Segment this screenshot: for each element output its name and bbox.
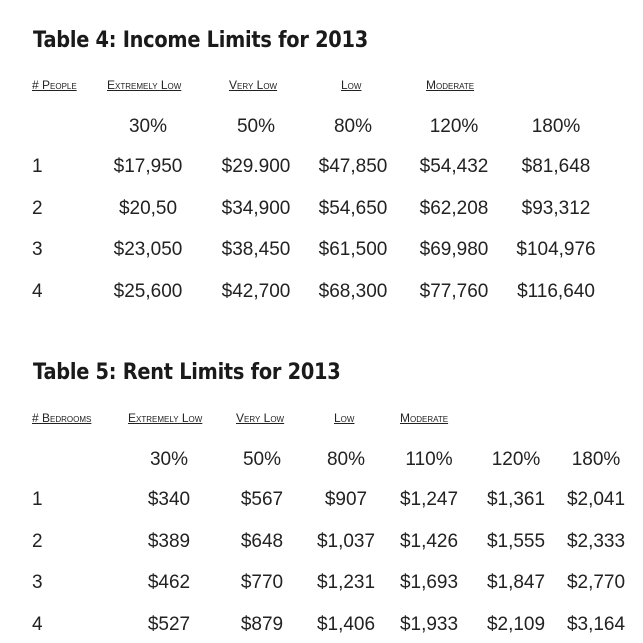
table5-cell: $1,406 [316,614,376,635]
table4-cell: $77,760 [419,281,489,302]
table5-cell: $1,361 [486,489,546,510]
table5-cell: $2,333 [566,531,626,552]
table5-cell: $3,164 [566,614,626,635]
table5-cell: $1,555 [486,531,546,552]
table5-cell: $1,037 [316,531,376,552]
table4-row-label: 3 [32,239,43,260]
table5-cell: $1,847 [486,572,546,593]
table4-cell: $47,850 [318,156,388,177]
table4-cell: $38,450 [221,239,291,260]
table5-cell: $907 [324,489,368,510]
table4-cell: $61,500 [318,239,388,260]
table5-row-label: 4 [32,614,43,635]
table5-header-bedrooms: # Bedrooms [32,411,92,425]
table4-row-label: 2 [32,198,43,219]
table5-cell: $879 [240,614,284,635]
table5-row-label: 1 [32,489,43,510]
table5-percent: 50% [242,449,282,470]
table4-cell: $54,650 [318,198,388,219]
table5-cell: $1,933 [399,614,459,635]
table5-percent: 30% [149,449,189,470]
table4-header-low: Low [341,78,362,92]
table5-cell: $2,041 [566,489,626,510]
table4-cell: $62,208 [419,198,489,219]
table4-percent: 80% [333,116,373,137]
table4-header-extremely-low: Extremely Low [107,78,182,92]
table4-cell: $29.900 [221,156,291,177]
table5-cell: $1,693 [399,572,459,593]
table4-cell: $104,976 [516,239,596,260]
table4-cell: $25,600 [113,281,183,302]
table4-percent: 120% [429,116,479,137]
table5-header-low: Low [334,411,355,425]
table4-percent: 50% [236,116,276,137]
table4-cell: $34,900 [221,198,291,219]
table5-percent: 80% [326,449,366,470]
table4-header-very-low: Very Low [229,78,278,92]
table5-row-label: 3 [32,572,43,593]
table5-cell: $770 [240,572,284,593]
table5-cell: $462 [147,572,191,593]
table4-cell: $116,640 [517,281,595,302]
table5-cell: $1,426 [399,531,459,552]
table5-cell: $1,247 [399,489,459,510]
table4-header-moderate: Moderate [426,78,475,92]
table4-cell: $68,300 [318,281,388,302]
table5-header-extremely-low: Extremely Low [128,411,203,425]
table4-cell: $69,980 [419,239,489,260]
table5-title: Table 5: Rent Limits for 2013 [33,360,341,385]
table5-header-moderate: Moderate [400,411,449,425]
table5-cell: $340 [147,489,191,510]
table4-row-label: 4 [32,281,43,302]
table5-row-label: 2 [32,531,43,552]
table5-percent: 180% [571,449,621,470]
table4-cell: $93,312 [521,198,591,219]
table4-percent: 30% [128,116,168,137]
table4-header-people: # People [32,78,77,92]
table4-row-label: 1 [32,156,43,177]
table5-cell: $2,770 [566,572,626,593]
table4-cell: $54,432 [419,156,489,177]
table4-cell: $42,700 [221,281,291,302]
table5-percent: 110% [405,449,453,470]
table5-header-very-low: Very Low [236,411,285,425]
table4-title: Table 4: Income Limits for 2013 [33,28,368,53]
table5-cell: $527 [147,614,191,635]
table4-cell: $17,950 [113,156,183,177]
table4-cell: $81,648 [521,156,591,177]
table4-cell: $20,50 [118,198,178,219]
table5-cell: $648 [240,531,284,552]
table5-cell: $1,231 [316,572,376,593]
table5-cell: $389 [147,531,191,552]
table5-cell: $2,109 [486,614,546,635]
table4-percent: 180% [531,116,581,137]
table5-percent: 120% [491,449,541,470]
table4-cell: $23,050 [113,239,183,260]
table5-cell: $567 [240,489,284,510]
